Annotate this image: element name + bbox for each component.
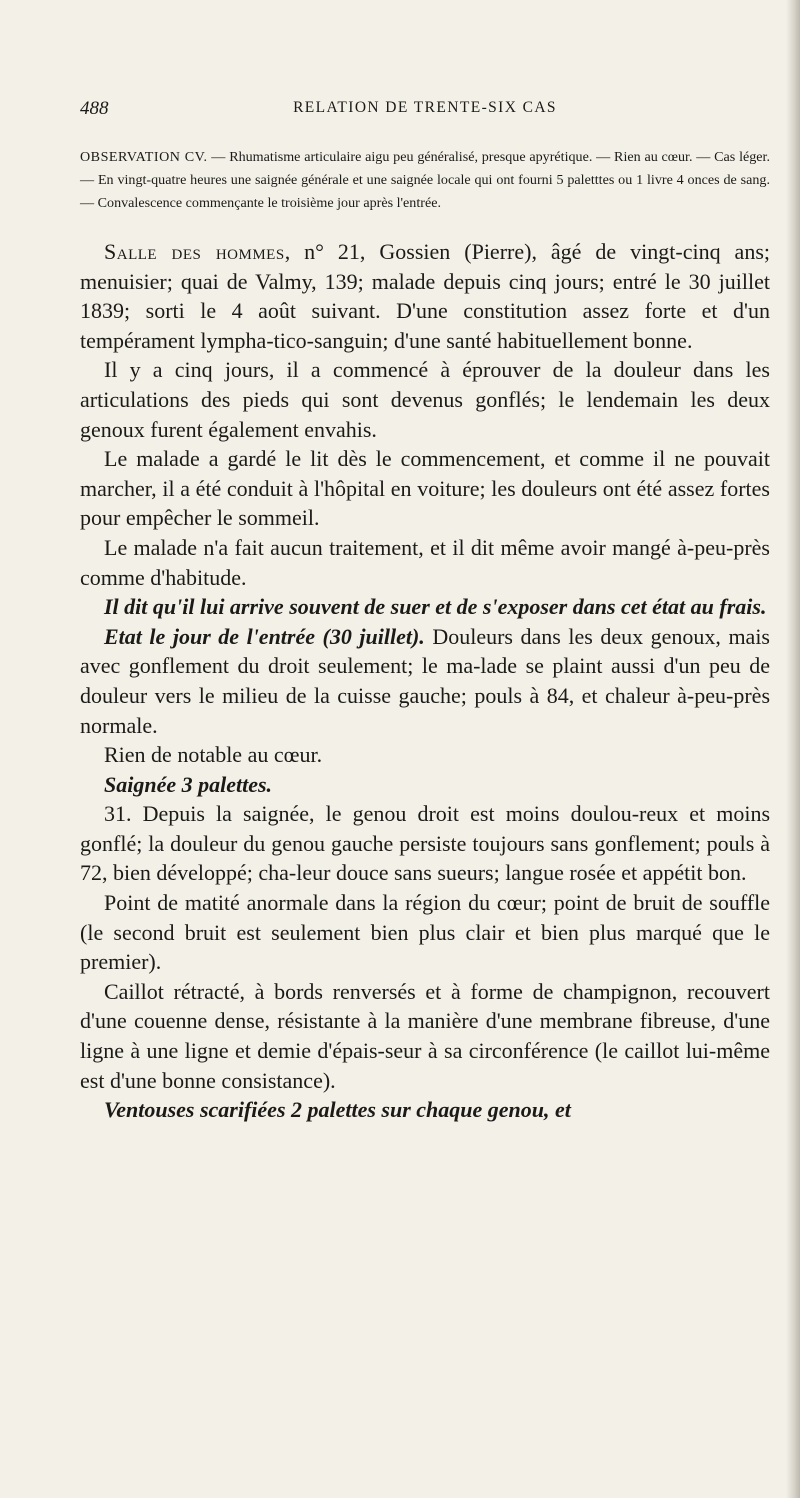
paragraph-cupping: Ventouses scarifiées 2 palettes sur chaque genou, et [104, 1097, 571, 1123]
paragraph-heart: Rien de notable au cœur. [104, 742, 323, 768]
running-head: RELATION DE TRENTE-SIX CAS [293, 99, 557, 116]
page-number: 488 [80, 98, 109, 119]
observation-heading: OBSERVATION CV. [80, 149, 208, 165]
paragraph-day-31: 31. Depuis la saignée, le genou droit est moins doulou-reux et moins gonflé; la douleur du genou gauche persiste toujours sans gonflement; pouls à 72, bien développé; cha-leur douce sans sueurs; langue rosée et appétit bon. [80, 801, 770, 886]
state-text: Douleurs dans les deux genoux, mais avec gonflement du droit seulement; le ma-lade se plaint aussi d'un peu de douleur vers le milieu de la cuisse gauche; pouls à 84, et chaleur à-peu-près normale. [80, 623, 770, 738]
paragraph-bleeding: Saignée 3 palettes. [104, 771, 273, 797]
book-page [80, 98, 770, 1125]
ward-label: Salle des hommes [104, 239, 285, 264]
summary-text: — Rhumatisme articulaire aigu peu généralisé, presque apyrétique. — Rien au cœur. — Cas léger. — En vingt-quatre heures une saignée générale et une saignée locale qui ont fourni 5 paletttes ou 1 livre 4 onces de sang. — Convalescence commençante le troisième jour après l'entrée. [80, 149, 770, 211]
observation-summary [80, 146, 770, 215]
paragraph-clot: Caillot rétracté, à bords renversés et à forme de champignon, recouvert d'une couenne dense, résistante à la manière d'une membrane fibreuse, d'une ligne à une ligne et demie d'épais-seur à sa circonférence (le caillot lui-même est d'une bonne consistance). [80, 978, 770, 1093]
paragraph-course: Le malade a gardé le lit dès le commencement, et comme il ne pouvait marcher, il a été conduit à l'hôpital en voiture; les douleurs ont été assez fortes pour empêcher le sommeil. [80, 446, 770, 531]
admission-text: , n° 21, Gossien (Pierre), âgé de vingt-cinq ans; menuisier; quai de Valmy, 139; malade depuis cinq jours; entré le 30 juillet 1839; sorti le 4 août suivant. D'une constitution assez forte et d'un tempérament lympha-tico-sanguin; d'une santé habituellement bonne. [80, 239, 770, 353]
state-heading: Etat le jour de l'entrée (30 juillet). [104, 623, 425, 649]
page-header [80, 98, 770, 122]
page-edge-shadow [786, 0, 800, 1498]
paragraph-auscultation: Point de matité anormale dans la région du cœur; point de bruit de souffle (le second bruit est seulement bien plus clair et bien plus marqué que le premier). [80, 890, 770, 975]
paragraph-state-admission [80, 622, 770, 740]
paragraph-sweating: Il dit qu'il lui arrive souvent de suer et de s'exposer dans cet état au frais. [104, 594, 767, 620]
body-text [80, 237, 770, 1125]
paragraph-onset: Il y a cinq jours, il a commencé à éprouver de la douleur dans les articulations des pieds qui sont devenus gonflés; le lendemain les deux genoux furent également envahis. [80, 357, 770, 442]
paragraph-treatment: Le malade n'a fait aucun traitement, et il dit même avoir mangé à-peu-près comme d'habitude. [80, 534, 770, 590]
paragraph-admission [80, 237, 770, 355]
